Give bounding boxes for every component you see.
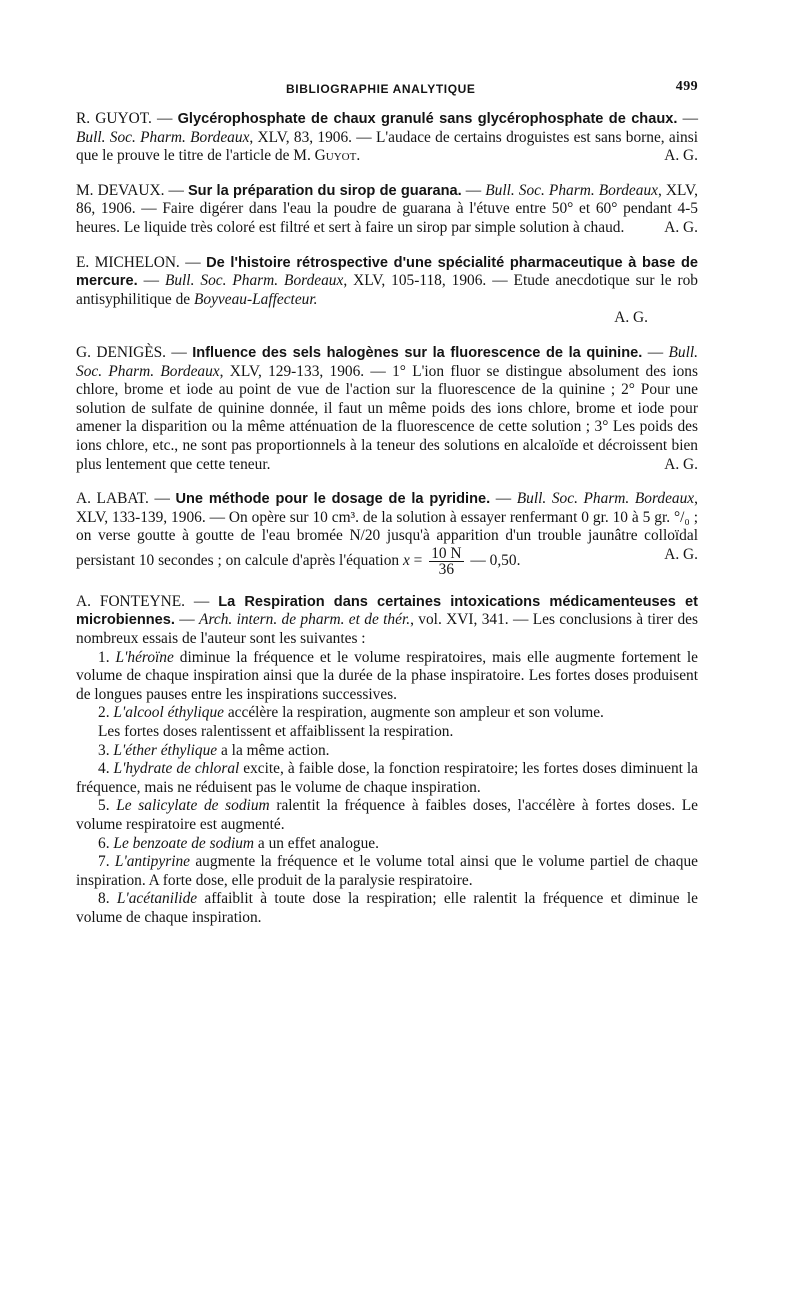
bibliography-entry-devaux — [76, 182, 698, 238]
entry-author: E. MICHELON. — [76, 253, 180, 271]
equation — [402, 544, 521, 578]
entry-title: La Respiration dans certaines intoxications médicamenteuses et microbiennes. — [76, 593, 698, 629]
entry-text — [76, 593, 698, 649]
list-item-continuation — [76, 723, 698, 742]
header-title: BIBLIOGRAPHIE ANALYTIQUE — [286, 82, 476, 96]
item-text: a la même action. — [217, 741, 330, 759]
item-number: 4. — [98, 760, 110, 778]
entry-source: Bull. Soc. Pharm. Bordeaux — [516, 490, 695, 508]
item-number: 8. — [98, 890, 110, 908]
entry-title: Sur la préparation du sirop de guarana. — [187, 182, 462, 199]
item-number: 3. — [98, 741, 110, 759]
bibliography-entry-guyot — [76, 110, 698, 166]
item-number: 5. — [98, 797, 110, 815]
entry-reference: , XLV, 129-133, 1906. — [219, 362, 365, 380]
list-item — [76, 835, 698, 854]
entry-text — [76, 490, 698, 577]
list-item — [76, 760, 698, 797]
item-text: excite, à faible dose, la fonction respiratoire; les fortes doses diminuent la fréquence, mais ne réduisent pas le volume de chaque inspiration. — [76, 760, 698, 796]
bibliography-entry-michelon — [76, 254, 698, 328]
entry-source: Bull. Soc. Pharm. Bordeaux — [164, 272, 344, 290]
item-drug: Le salicylate de sodium — [116, 797, 270, 815]
entry-summary: — On opère sur 10 cm³. de la solution à essayer renfermant 0 gr. 10 à 5 gr. °/₀ ; on verse goutte à goutte de l'eau bromée N/20 jusqu'à apparition d'un trouble jaunâtre colloïdal persistant 10 secondes ; on calcule d'après l'équation — [76, 508, 698, 569]
item-text: ralentit la fréquence à faibles doses, l'accélère à fortes doses. Le volume respiratoire est augmenté. — [76, 797, 698, 833]
entry-text — [76, 182, 698, 238]
fraction-numerator: 10 N — [431, 544, 462, 562]
item-drug: L'hydrate de chloral — [113, 760, 240, 778]
separator-dash: — — [642, 343, 669, 361]
item-drug: L'acétanilide — [116, 890, 198, 908]
author-name: Guyot — [314, 147, 357, 165]
entry-summary: — Les conclusions à tirer des nombreux essais de l'auteur sont les suivantes : — [76, 611, 698, 648]
entry-author: A. LABAT. — [76, 490, 149, 508]
separator-dash: — — [179, 253, 207, 271]
list-item — [76, 649, 698, 705]
entry-author: R. GUYOT. — [76, 110, 152, 127]
bibliography-entry-labat — [76, 490, 698, 577]
entry-text — [76, 110, 698, 166]
separator-dash: — — [490, 490, 517, 508]
separator-dash: — — [151, 110, 178, 127]
entry-signature: A. G. — [664, 147, 698, 165]
list-item — [76, 797, 698, 834]
item-drug: L'héroïne — [115, 648, 174, 666]
entry-source: Bull. Soc. Pharm. Bordeaux — [76, 343, 698, 380]
item-drug: Le benzoate de sodium — [113, 834, 255, 852]
item-drug: L'antipyrine — [114, 853, 191, 871]
entry-italic-tail: Boyveau-Laffecteur. — [193, 290, 318, 308]
separator-dash: — — [184, 592, 219, 610]
entry-text — [76, 344, 698, 474]
entry-source: Arch. intern. de pharm. et de thér. — [199, 611, 411, 629]
list-item — [76, 890, 698, 927]
entry-summary: — Faire digérer dans l'eau la poudre de guarana à l'étuve entre 50° et 60° pendant 4-5 heures. Le liquide très coloré est filtré et sert à faire un sirop par simple solution à chaud. — [76, 200, 698, 236]
entry-tail: . — [356, 147, 361, 165]
fraction-denominator: 36 — [438, 560, 455, 578]
separator-dash: — — [148, 490, 176, 508]
entry-signature: A. G. — [664, 455, 698, 473]
entry-reference: , XLV, 86, 1906. — [76, 181, 698, 218]
entry-title: Une méthode pour le dosage de la pyridine. — [175, 491, 491, 508]
entry-text — [76, 254, 698, 310]
bibliography-entry-deniges — [76, 344, 698, 474]
entry-author: A. FONTEYNE. — [76, 592, 185, 610]
separator-dash: — — [166, 343, 193, 361]
entry-source: Bull. Soc. Pharm. Bordeaux — [485, 181, 658, 199]
entry-summary: — L'audace de certains droguistes est sans borne, ainsi que le prouve le titre de l'article de M. — [76, 128, 698, 165]
entry-signature: A. G. — [664, 218, 698, 236]
equation-fraction — [429, 546, 463, 577]
page-number: 499 — [675, 79, 698, 94]
list-item — [76, 742, 698, 761]
entry-signature: A. G. — [614, 309, 648, 327]
item-text: accélère la respiration, augmente son ampleur et son volume. — [223, 704, 604, 722]
equation-variable: x — [402, 551, 410, 569]
entry-author: M. DEVAUX. — [76, 181, 165, 199]
entry-title: Glycérophosphate de chaux granulé sans glycérophosphate de chaux. — [177, 111, 678, 127]
separator-dash: — — [677, 110, 698, 127]
entry-source: Bull. Soc. Pharm. Bordeaux — [76, 128, 250, 146]
running-header — [76, 76, 698, 96]
item-number: 6. — [98, 834, 110, 852]
item-drug: L'éther éthylique — [113, 741, 218, 759]
item-drug: L'alcool éthylique — [113, 704, 224, 722]
entry-signature: A. G. — [664, 545, 698, 563]
equation-rest: — 0,50. — [466, 551, 521, 569]
item-number: 2. — [98, 704, 110, 722]
entry-reference: , XLV, 83, 1906. — [249, 128, 353, 146]
separator-dash: — — [461, 181, 486, 199]
list-item — [76, 704, 698, 723]
entry-author: G. DENIGÈS. — [76, 343, 167, 361]
entry-reference: , XLV, 105-118, 1906. — [343, 272, 487, 290]
item-text: diminue la fréquence et le volume respiratoires, mais elle augmente fortement le volume de chaque inspiration ainsi que la durée de la phase inspiratoire. Les fortes doses produisent de longues pauses entre les inspirations successives. — [76, 648, 699, 703]
entry-title: Influence des sels halogènes sur la fluorescence de la quinine. — [192, 344, 643, 361]
item-text: augmente la fréquence et le volume total ainsi que le volume partiel de chaque inspiration. A forte dose, elle produit de la paralysie respiratoire. — [76, 853, 698, 889]
item-text: affaiblit à toute dose la respiration; elle ralentit la fréquence et diminue le volume de chaque inspiration. — [76, 890, 698, 926]
entry-reference: , vol. XVI, 341. — [410, 611, 509, 629]
document-page — [76, 76, 698, 928]
entry-title: De l'histoire rétrospective d'une spécialité pharmaceutique à base de mercure. — [76, 254, 698, 290]
entry-reference: , XLV, 133-139, 1906. — [76, 490, 698, 526]
list-item — [76, 853, 698, 890]
item-number: 1. — [98, 648, 110, 666]
item-text: a un effet analogue. — [254, 834, 379, 852]
separator-dash: — — [137, 272, 165, 290]
item-text: Les fortes doses ralentissent et affaiblissent la respiration. — [98, 723, 454, 741]
bibliography-entry-fonteyne — [76, 593, 698, 928]
entry-summary: — 1° L'ion fluor se distingue absolument des ions chlore, brome et iode au point de vue de l'action sur la fluorescence de la quinine ; 2° Pour une solution de sulfate de quinine donnée, il faut un même poids des ions chlore, brome et iode pour amener la disparition ou la même atténuation de la fluorescence de cette solution ; 3° Les poids des ions chlore, etc., ne sont pas proportionnels à la teneur des solutions en alcaloïde et décroissent bien plus lentement que cette teneur. — [76, 362, 698, 473]
separator-dash: — — [174, 611, 200, 629]
item-number: 7. — [98, 853, 110, 871]
separator-dash: — — [164, 181, 188, 199]
equation-sign: = — [409, 551, 427, 569]
entry-summary: — Etude anecdotique sur le rob antisyphilitique de — [76, 272, 698, 308]
